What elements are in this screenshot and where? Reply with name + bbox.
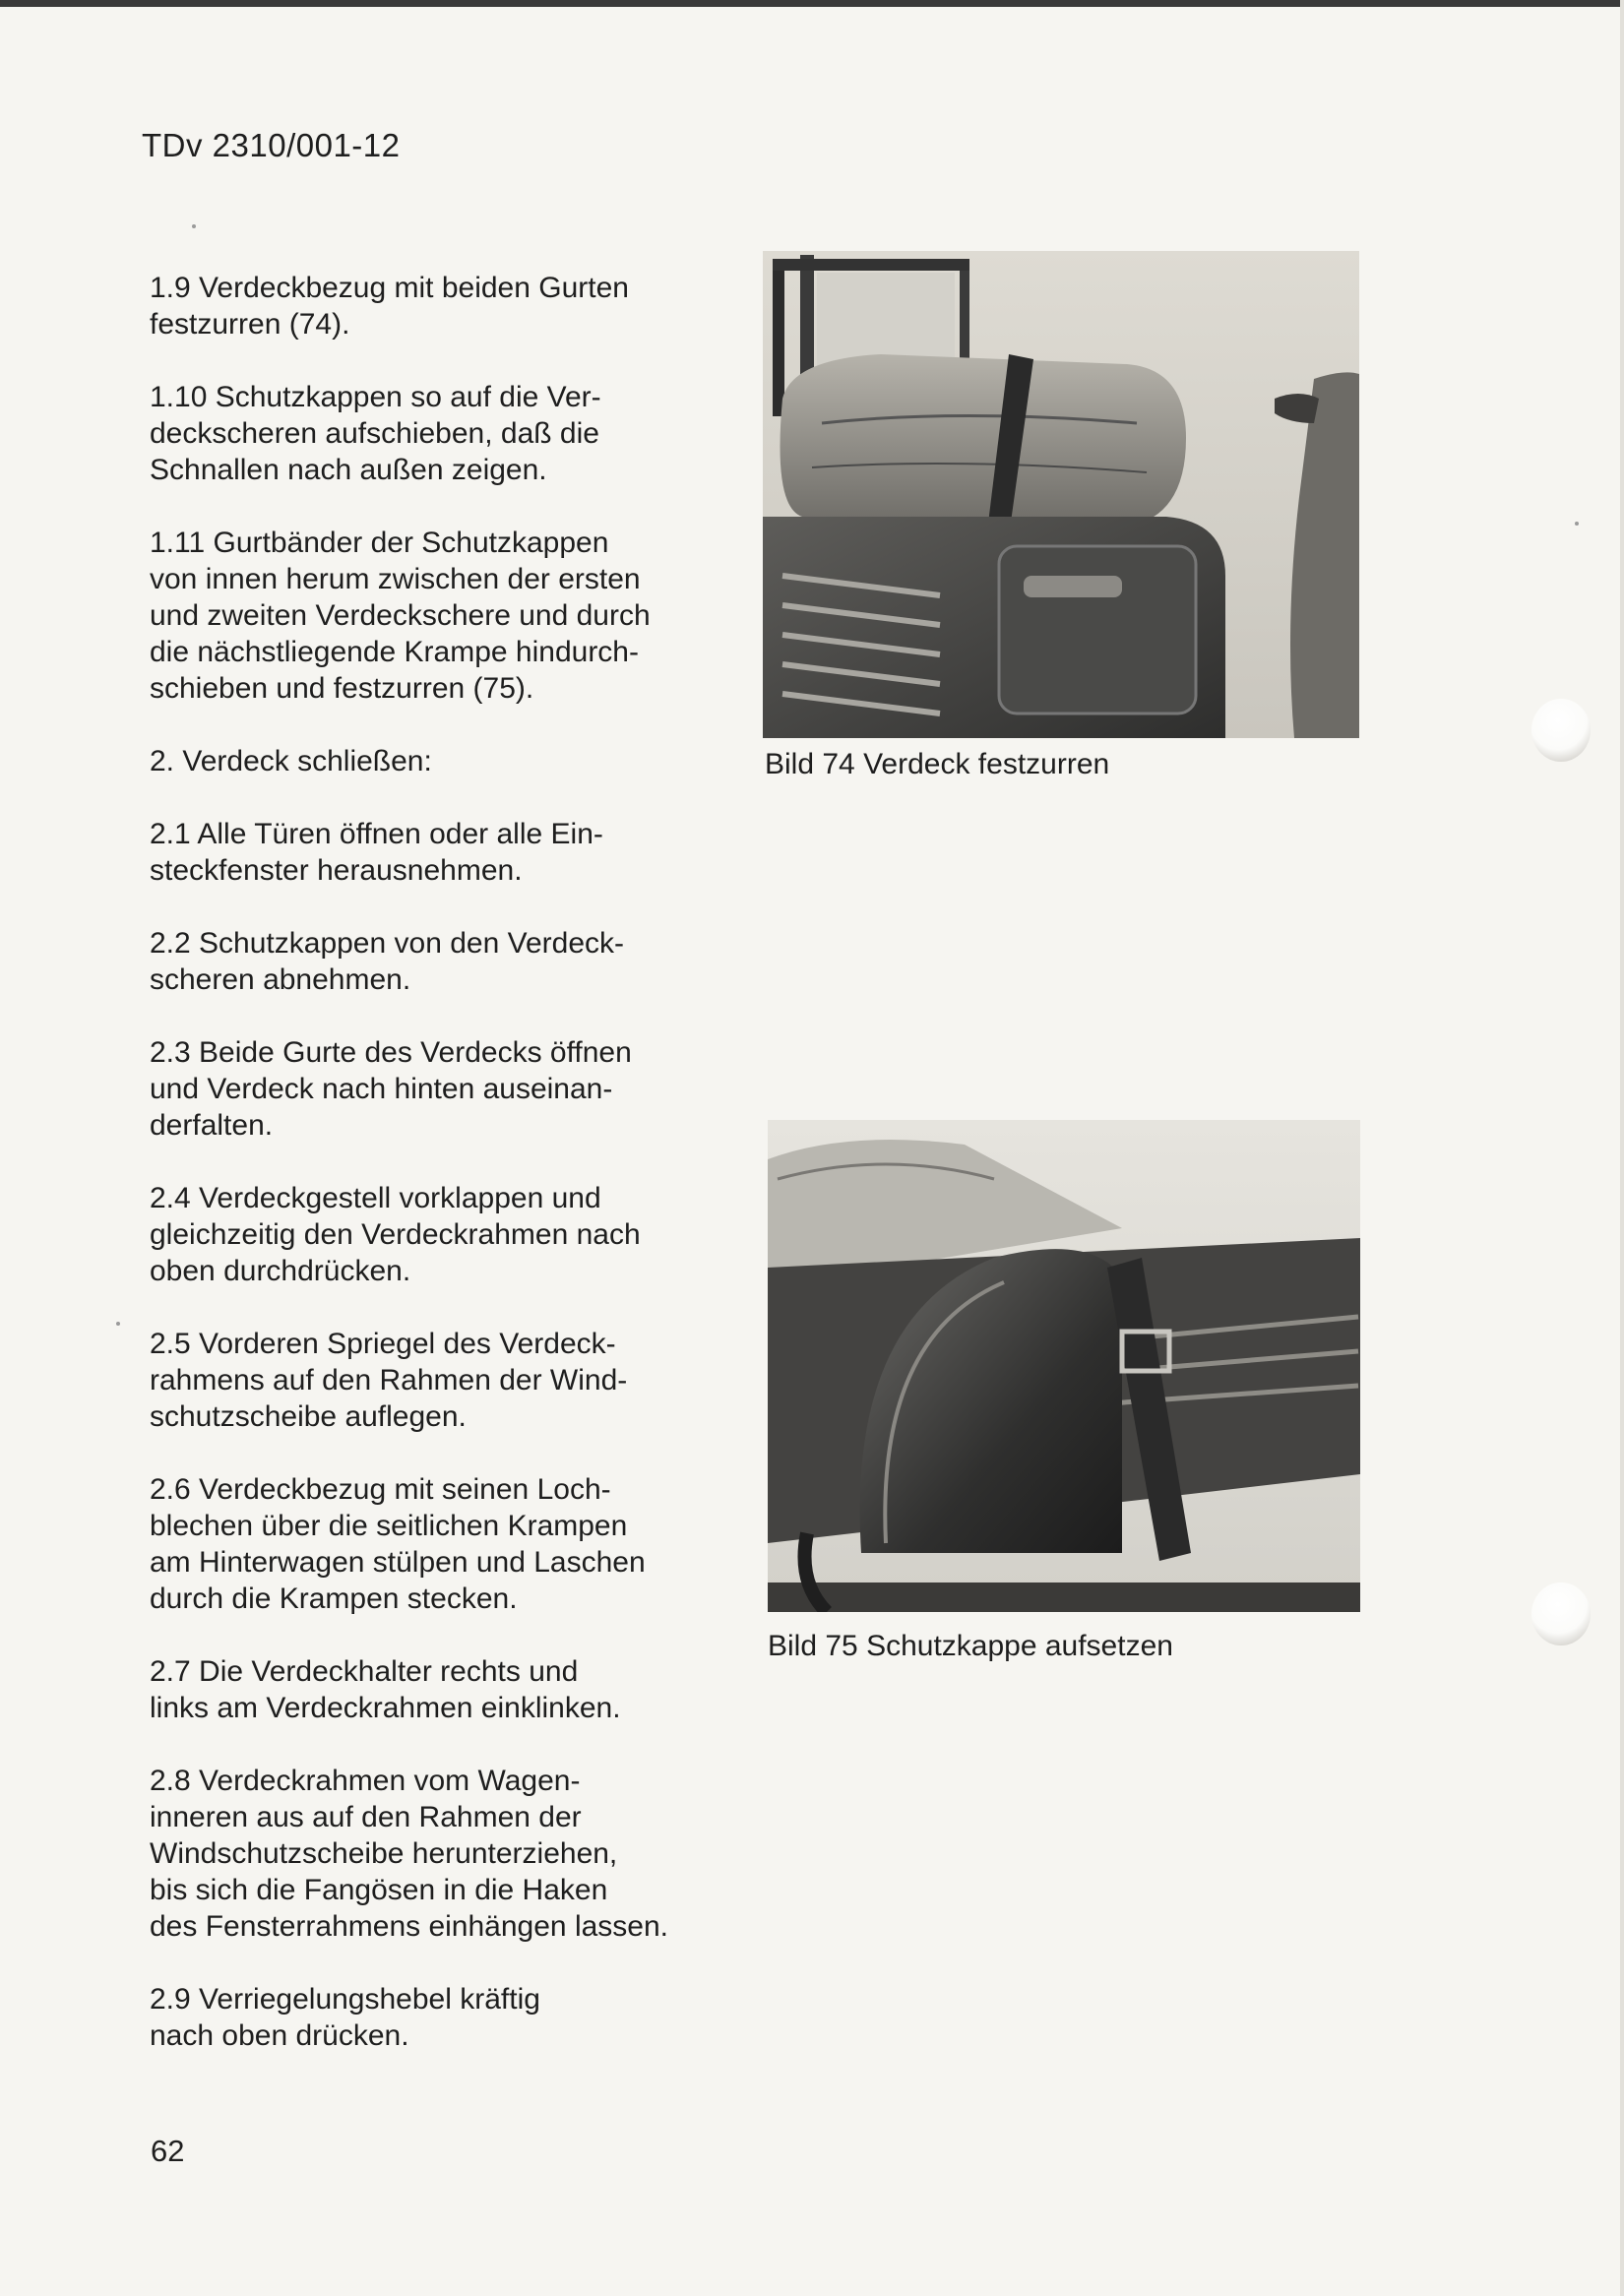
figure-75-caption: Bild 75 Schutzkappe aufsetzen [768, 1630, 1173, 1662]
page-number: 62 [151, 2134, 185, 2168]
page-speck [116, 1322, 120, 1326]
step-2-2: 2.2 Schutzkappen von den Verdeck- scheren abnehmen. [150, 927, 624, 996]
step-1-9: 1.9 Verdeckbezug mit beiden Gurten festzurren (74). [150, 272, 629, 341]
figure-75 [768, 1120, 1360, 1662]
step-2-5: 2.5 Vorderen Spriegel des Verdeck- rahmens auf den Rahmen der Wind- schutzscheibe auflegen. [150, 1328, 628, 1433]
step-1-11: 1.11 Gurtbänder der Schutzkappen von innen herum zwischen der ersten und zweiten Verdeckschere und durch die nächstliegende Krampe hindurch- schieben und festzurren (75). [150, 527, 651, 705]
figure-75-photo [768, 1120, 1360, 1612]
page-speck [1575, 522, 1579, 526]
section-2-heading: 2. Verdeck schließen: [150, 745, 432, 777]
page-top-rule [0, 0, 1624, 7]
step-2-4: 2.4 Verdeckgestell vorklappen und gleichzeitig den Verdeckrahmen nach oben durchdrücken. [150, 1182, 641, 1287]
step-2-3: 2.3 Beide Gurte des Verdecks öffnen und Verdeck nach hinten auseinan- derfalten. [150, 1036, 632, 1142]
figure-74-caption: Bild 74 Verdeck festzurren [765, 748, 1110, 780]
step-2-8: 2.8 Verdeckrahmen vom Wagen- inneren aus auf den Rahmen der Windschutzscheibe herunterziehen, bis sich die Fangösen in die Haken des Fensterrahmens einhängen lassen. [150, 1765, 668, 1943]
page-speck [192, 224, 196, 228]
figure-74-photo [763, 251, 1359, 738]
binder-hole-lower [1531, 1582, 1591, 1645]
step-2-1: 2.1 Alle Türen öffnen oder alle Ein- steckfenster herausnehmen. [150, 818, 603, 887]
step-1-10: 1.10 Schutzkappen so auf die Ver- deckscheren aufschieben, daß die Schnallen nach außen zeigen. [150, 381, 601, 486]
step-2-6: 2.6 Verdeckbezug mit seinen Loch- blechen über die seitlichen Krampen am Hinterwagen stülpen und Laschen durch die Krampen stecken. [150, 1473, 646, 1615]
step-2-7: 2.7 Die Verdeckhalter rechts und links am Verdeckrahmen einklinken. [150, 1655, 621, 1724]
document-number: TDv 2310/001-12 [142, 127, 401, 163]
step-2-9: 2.9 Verriegelungshebel kräftig nach oben drücken. [150, 1983, 540, 2052]
figure-74 [763, 251, 1359, 780]
instruction-steps [150, 270, 720, 2054]
page-right-edge [1620, 0, 1624, 2296]
binder-hole-upper [1531, 699, 1591, 762]
